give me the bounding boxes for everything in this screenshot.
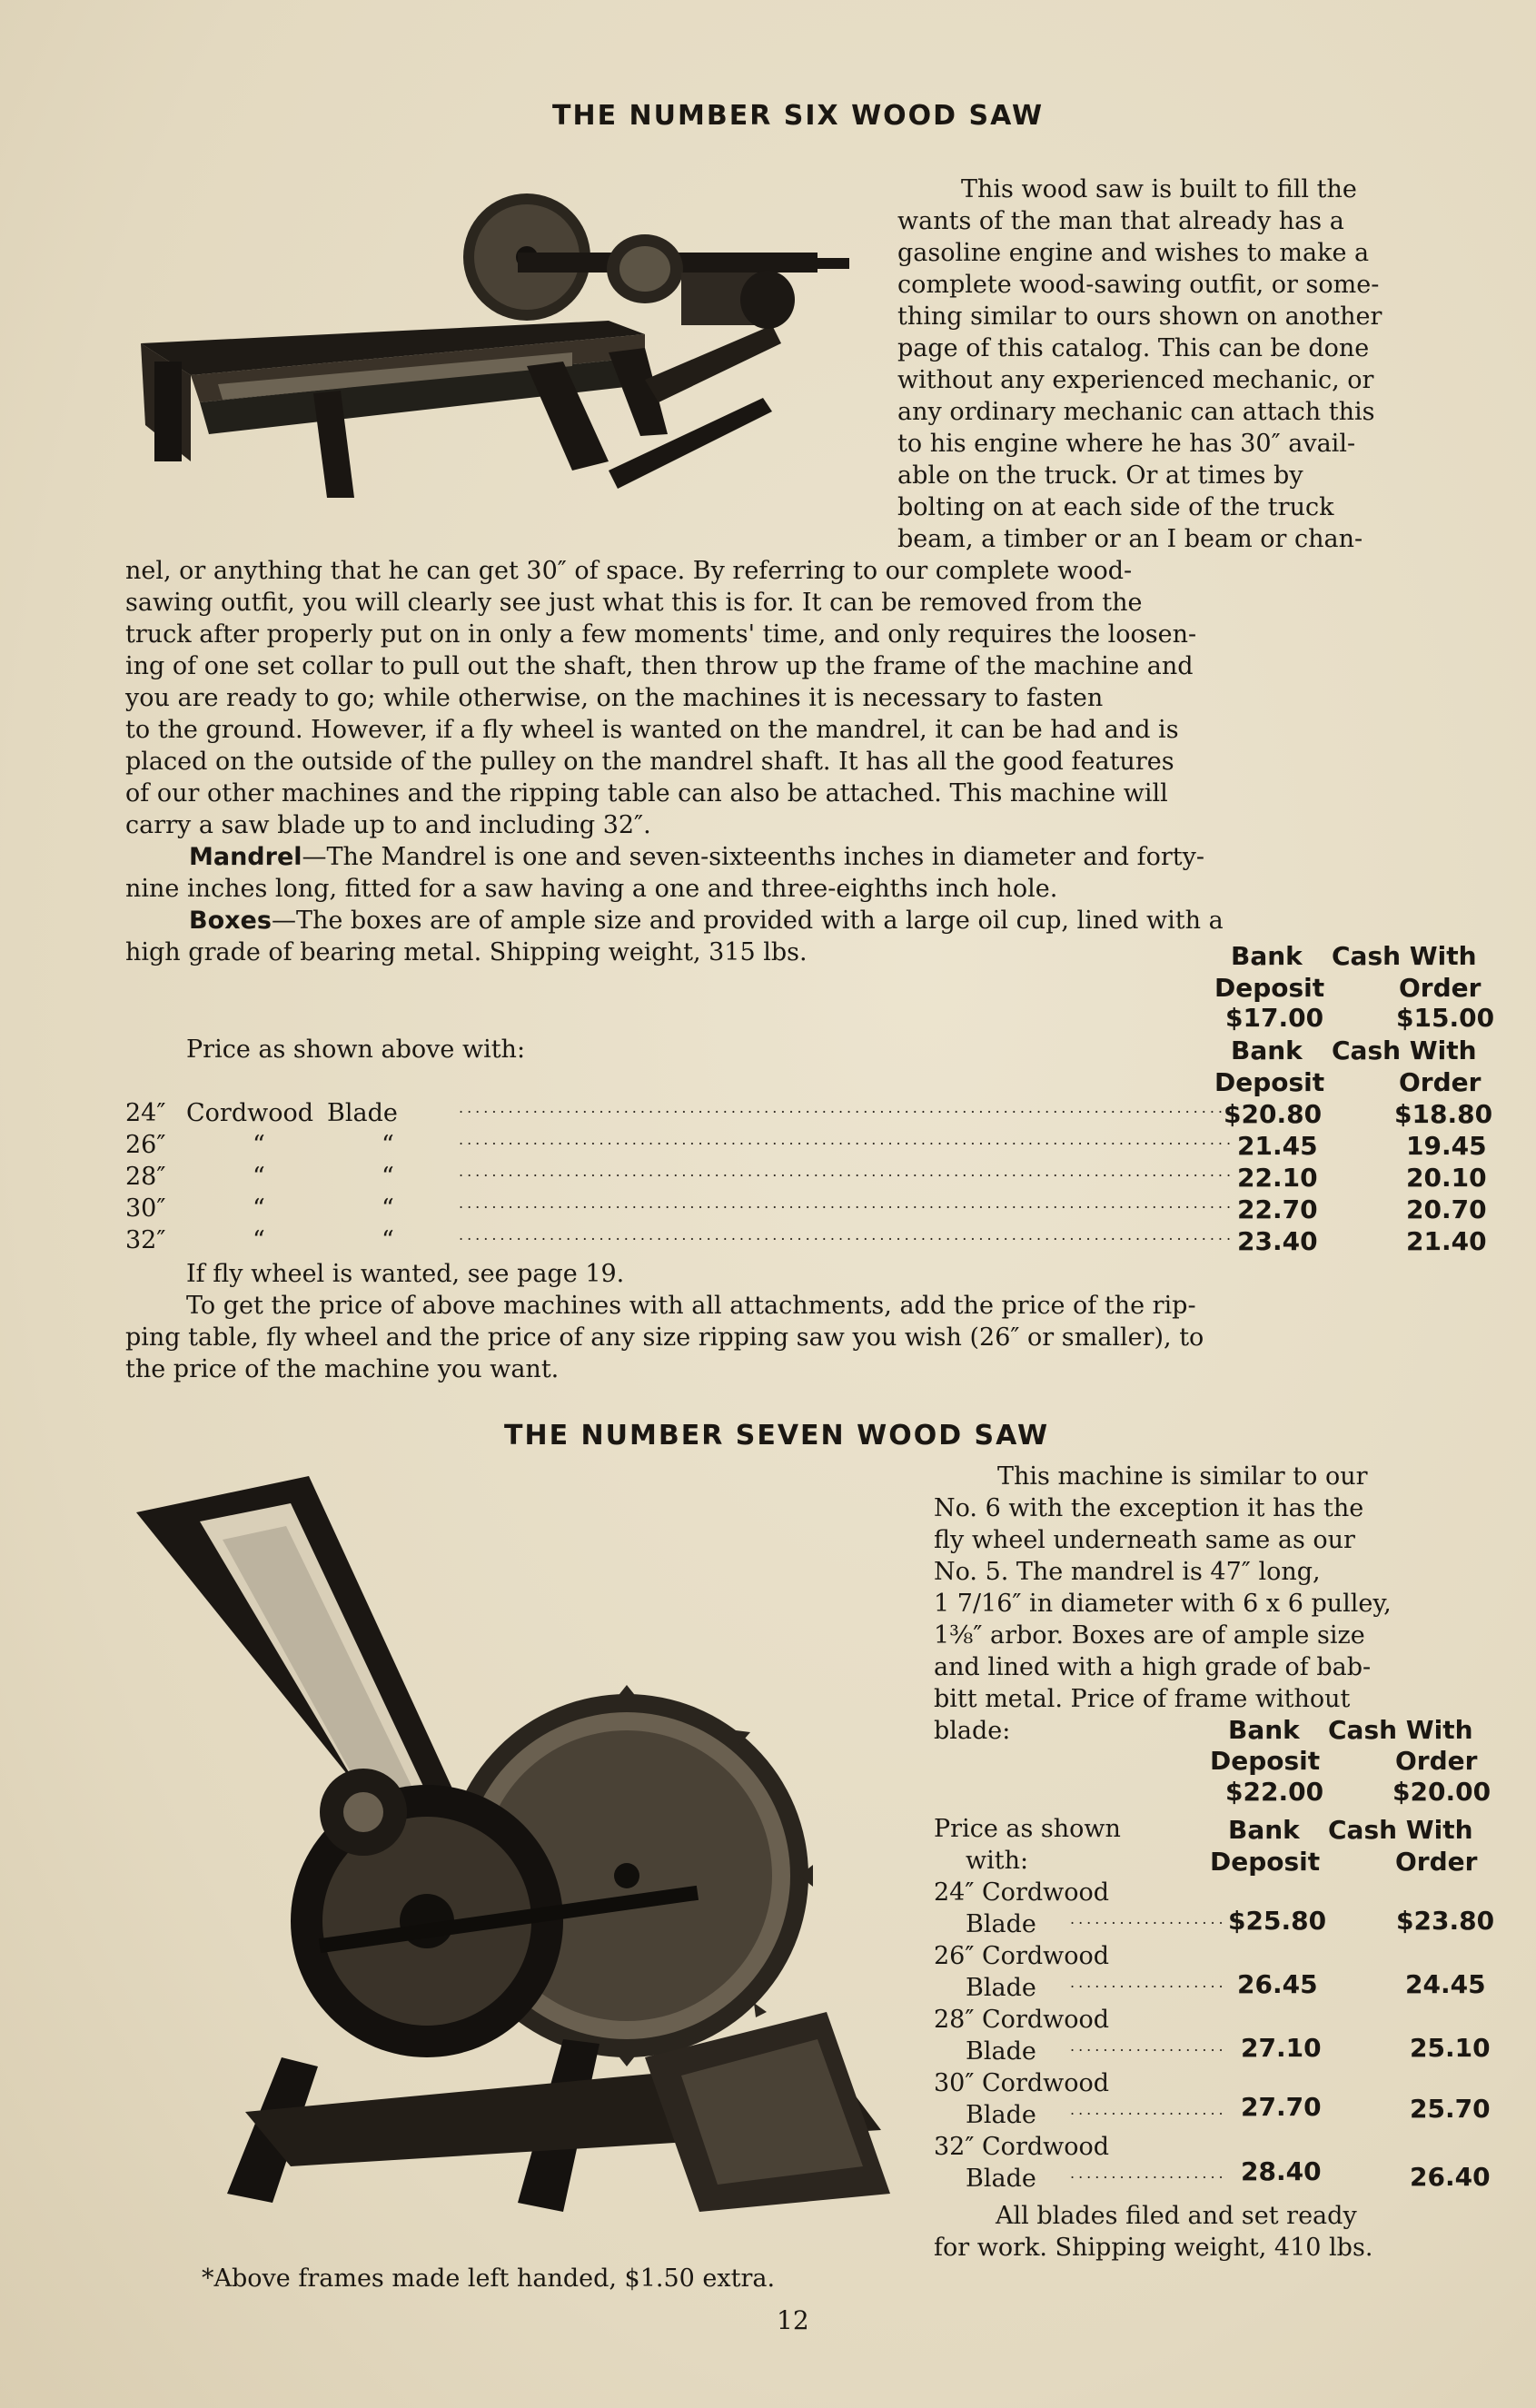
blade-kind: Blade [966, 1974, 1036, 2002]
blade-size: 28″ [125, 1163, 166, 1191]
six-col-bank-2: Deposit [1214, 973, 1325, 1003]
blade-cash-price: 21.40 [1406, 1226, 1487, 1256]
blade-cash-price: 26.40 [1410, 2162, 1491, 2192]
seven-col-cash-1: Cash With [1328, 1715, 1473, 1745]
blade-size: 24″ Cordwood [934, 1878, 1110, 1907]
footer-line: All blades filed and set ready [996, 2202, 1357, 2230]
attach-line: To get the price of above machines with all attachments, add the price of the rip- [186, 1292, 1196, 1320]
blade-name: Cordwood [186, 1099, 314, 1127]
blade-cash-price: 19.45 [1406, 1131, 1487, 1161]
six-frame-bank-price: $17.00 [1225, 1003, 1324, 1033]
blade-word: blade: [934, 1717, 1011, 1745]
blade-kind: “ [382, 1194, 394, 1223]
desc-line: fly wheel underneath same as our [934, 1526, 1355, 1554]
blade-cash-price: 20.10 [1406, 1163, 1487, 1193]
leader-dots: ................... [1070, 1974, 1227, 1991]
seven-col-cash-2b: Order [1395, 1847, 1478, 1877]
seven-frame-bank-price: $22.00 [1225, 1777, 1324, 1807]
number-six-title: THE NUMBER SIX WOOD SAW [552, 100, 1045, 132]
blade-bank-price: $25.80 [1228, 1906, 1327, 1936]
intro-line: without any experienced mechanic, or [897, 366, 1374, 394]
intro-line: thing similar to ours shown on another [897, 302, 1382, 331]
blade-bank-price: 27.70 [1241, 2092, 1322, 2122]
mandrel-text: —The Mandrel is one and seven-sixteenths inches in diameter and forty- [302, 843, 1205, 871]
body-line: to the ground. However, if a fly wheel is wanted on the mandrel, it can be had and is [125, 716, 1179, 744]
seven-price-label-1: Price as shown [934, 1815, 1121, 1843]
blade-name: “ [253, 1194, 265, 1223]
mandrel-label: Mandrel [189, 843, 302, 871]
blade-kind: Blade [327, 1099, 398, 1127]
intro-line: wants of the man that already has a [897, 207, 1344, 235]
blade-kind: Blade [966, 2165, 1036, 2193]
blade-kind: “ [382, 1131, 394, 1159]
blade-bank-price: 28.40 [1241, 2156, 1322, 2186]
blade-size: 32″ [125, 1226, 166, 1254]
seven-col-bank-1: Bank [1228, 1715, 1300, 1745]
flywheel-note: If fly wheel is wanted, see page 19. [186, 1260, 625, 1288]
desc-line: and lined with a high grade of bab- [934, 1653, 1372, 1681]
seven-col-bank-2: Deposit [1210, 1746, 1321, 1776]
number-six-body [125, 555, 1488, 968]
blade-name: “ [253, 1226, 265, 1254]
blade-kind: “ [382, 1226, 394, 1254]
blade-size: 26″ [125, 1131, 166, 1159]
six-col-cash-2b: Order [1399, 1067, 1481, 1097]
body-line: of our other machines and the ripping table can also be attached. This machine will [125, 779, 1168, 808]
intro-line: to his engine where he has 30″ avail- [897, 430, 1356, 458]
blade-cash-price: $23.80 [1396, 1906, 1495, 1936]
seven-col-bank-1b: Bank [1228, 1815, 1300, 1845]
seven-col-bank-2b: Deposit [1210, 1847, 1321, 1877]
leader-dots: .............................................................................................. [459, 1226, 1235, 1244]
number-seven-footer [934, 2200, 1483, 2264]
intro-line: bolting on at each side of the truck [897, 493, 1334, 521]
blade-bank-price: 22.10 [1237, 1163, 1318, 1193]
intro-line: able on the truck. Or at times by [897, 461, 1303, 490]
number-seven-title: THE NUMBER SEVEN WOOD SAW [504, 1420, 1050, 1452]
six-col-bank-1: Bank [1231, 941, 1303, 971]
body-line: ing of one set collar to pull out the shaft, then throw up the frame of the machine and [125, 652, 1194, 680]
intro-line: beam, a timber or an I beam or chan- [897, 525, 1363, 553]
leader-dots: ................... [1070, 2101, 1227, 2118]
desc-line: No. 6 with the exception it has the [934, 1494, 1364, 1522]
number-seven-desc [934, 1461, 1488, 1747]
blade-size: 30″ [125, 1194, 166, 1223]
six-col-cash-1: Cash With [1332, 941, 1477, 971]
blade-cash-price: 20.70 [1406, 1194, 1487, 1224]
page-number: 12 [777, 2305, 809, 2335]
intro-line: This wood saw is built to fill the [961, 175, 1357, 203]
body-line: high grade of bearing metal. Shipping weight, 315 lbs. [125, 938, 808, 966]
leader-dots: ................... [1070, 2037, 1227, 2055]
six-frame-cash-price: $15.00 [1396, 1003, 1495, 1033]
body-line: placed on the outside of the pulley on the mandrel shaft. It has all the good features [125, 748, 1174, 776]
blade-bank-price: 22.70 [1237, 1194, 1318, 1224]
number-six-notes [125, 1258, 1488, 1385]
attach-line: ping table, fly wheel and the price of any size ripping saw you wish (26″ or smaller), to [125, 1323, 1204, 1352]
number-six-intro [897, 173, 1488, 555]
blade-size: 26″ Cordwood [934, 1942, 1110, 1970]
leader-dots: ................... [1070, 2165, 1227, 2182]
blade-cash-price: $18.80 [1394, 1099, 1493, 1129]
blade-kind: Blade [966, 1910, 1036, 1938]
body-line: sawing outfit, you will clearly see just what this is for. It can be removed from the [125, 589, 1143, 617]
blade-bank-price: 27.10 [1241, 2033, 1322, 2063]
six-col-cash-2: Order [1399, 973, 1481, 1003]
boxes-label: Boxes [189, 907, 272, 935]
boxes-para [125, 905, 1488, 936]
leader-dots: .............................................................................................. [459, 1163, 1235, 1180]
body-line: nel, or anything that he can get 30″ of space. By referring to our complete wood- [125, 557, 1133, 585]
six-col-bank-2b: Deposit [1214, 1067, 1325, 1097]
footer-line: for work. Shipping weight, 410 lbs. [934, 2234, 1373, 2262]
blade-name: “ [253, 1163, 265, 1191]
left-hand-caption: *Above frames made left handed, $1.50 extra. [202, 2264, 776, 2293]
attach-line: the price of the machine you want. [125, 1355, 560, 1383]
seven-col-cash-1b: Cash With [1328, 1815, 1473, 1845]
body-line: carry a saw blade up to and including 32″. [125, 811, 651, 839]
intro-line: page of this catalog. This can be done [897, 334, 1370, 362]
desc-line: 1⅜″ arbor. Boxes are of ample size [934, 1621, 1365, 1650]
blade-size: 28″ Cordwood [934, 2006, 1110, 2034]
desc-line: bitt metal. Price of frame without [934, 1685, 1351, 1713]
seven-price-label-2: with: [966, 1847, 1029, 1875]
blade-cash-price: 25.10 [1410, 2033, 1491, 2063]
leader-dots: .............................................................................................. [459, 1194, 1235, 1212]
intro-line: complete wood-sawing outfit, or some- [897, 271, 1380, 299]
seven-frame-cash-price: $20.00 [1392, 1777, 1491, 1807]
blade-bank-price: 23.40 [1237, 1226, 1318, 1256]
blade-size: 32″ Cordwood [934, 2133, 1110, 2161]
number-seven-saw-image [136, 1476, 908, 2216]
blade-bank-price: 26.45 [1237, 1969, 1318, 1999]
blade-cash-price: 24.45 [1405, 1969, 1486, 1999]
leader-dots: ................... [1070, 1910, 1227, 1927]
intro-line: any ordinary mechanic can attach this [897, 398, 1375, 426]
blade-size: 24″ [125, 1099, 166, 1127]
blade-name: “ [253, 1131, 265, 1159]
leader-dots: .............................................................................................. [459, 1131, 1235, 1148]
desc-line: 1 7/16″ in diameter with 6 x 6 pulley, [934, 1590, 1392, 1618]
body-line: you are ready to go; while otherwise, on the machines it is necessary to fasten [125, 684, 1104, 712]
desc-line: This machine is similar to our [997, 1462, 1368, 1491]
desc-line: No. 5. The mandrel is 47″ long, [934, 1558, 1321, 1586]
number-six-saw-image [136, 198, 854, 534]
blade-bank-price: $20.80 [1224, 1099, 1323, 1129]
six-price-label: Price as shown above with: [186, 1036, 526, 1064]
six-col-bank-1b: Bank [1231, 1036, 1303, 1065]
blade-cash-price: 25.70 [1410, 2094, 1491, 2124]
intro-line: gasoline engine and wishes to make a [897, 239, 1370, 267]
body-line: nine inches long, fitted for a saw having a one and three-eighths inch hole. [125, 875, 1058, 903]
body-line: truck after properly put on in only a few moments' time, and only requires the loosen- [125, 620, 1197, 649]
blade-kind: Blade [966, 2101, 1036, 2129]
six-col-cash-1b: Cash With [1332, 1036, 1477, 1065]
leader-dots: .............................................................................................. [459, 1099, 1235, 1116]
mandrel-para [125, 841, 1488, 873]
blade-size: 30″ Cordwood [934, 2069, 1110, 2097]
boxes-text: —The boxes are of ample size and provided with a large oil cup, lined with a [271, 907, 1224, 935]
seven-col-cash-2: Order [1395, 1746, 1478, 1776]
blade-kind: Blade [966, 2037, 1036, 2066]
blade-bank-price: 21.45 [1237, 1131, 1318, 1161]
blade-kind: “ [382, 1163, 394, 1191]
